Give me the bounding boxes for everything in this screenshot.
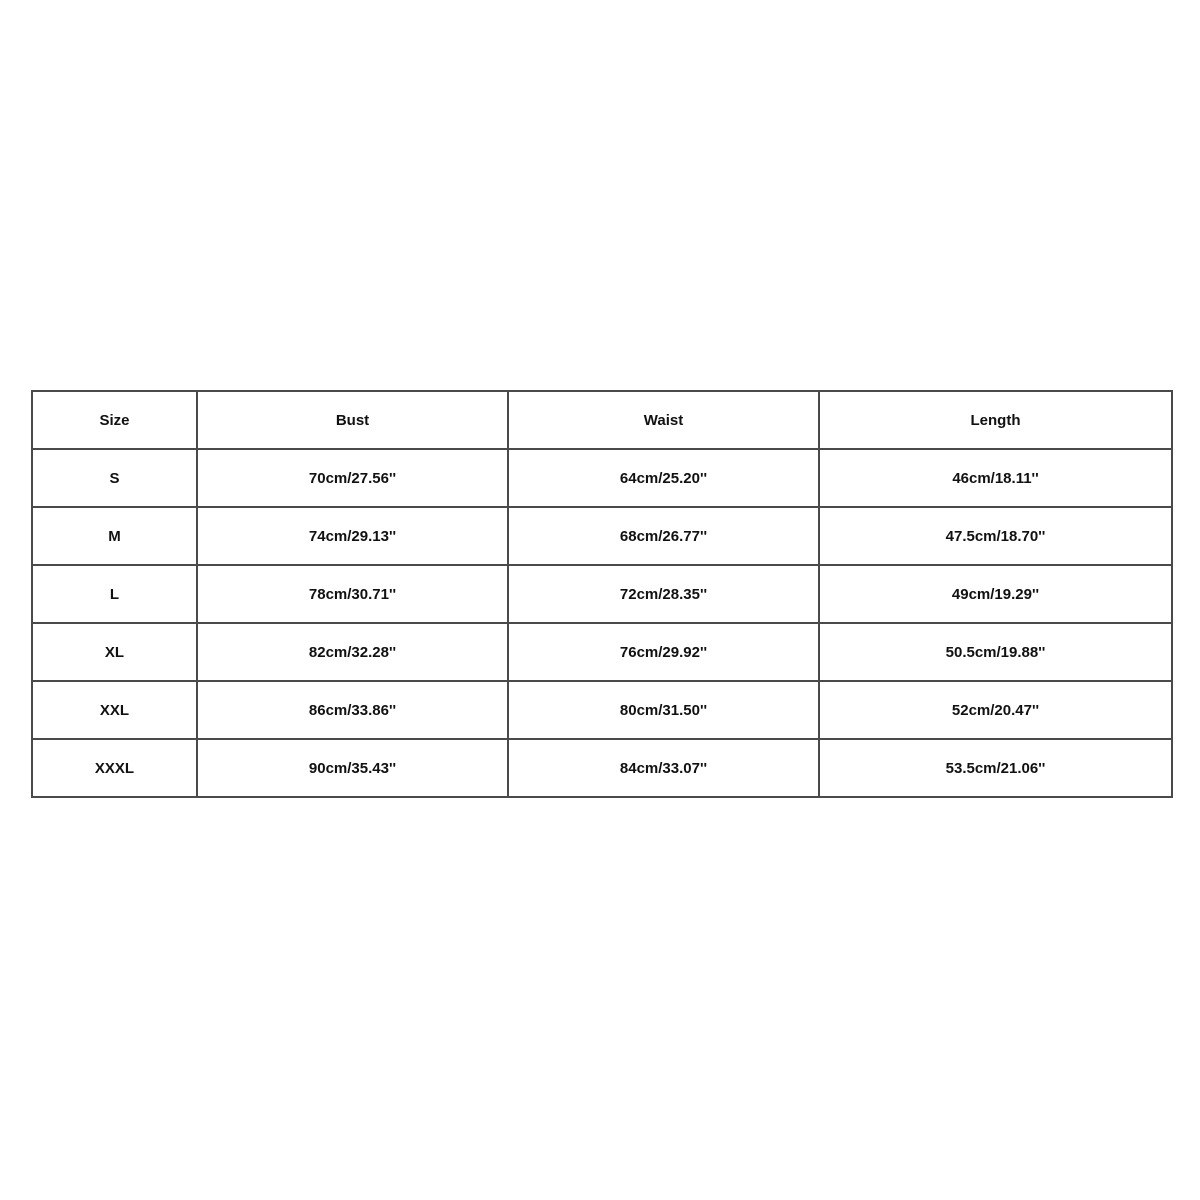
cell-bust: 70cm/27.56'' bbox=[197, 449, 508, 507]
cell-length: 46cm/18.11'' bbox=[819, 449, 1172, 507]
table-body bbox=[32, 449, 1172, 797]
cell-waist: 68cm/26.77'' bbox=[508, 507, 819, 565]
cell-size: L bbox=[32, 565, 197, 623]
header-size: Size bbox=[32, 391, 197, 449]
cell-bust: 90cm/35.43'' bbox=[197, 739, 508, 797]
cell-waist: 76cm/29.92'' bbox=[508, 623, 819, 681]
cell-length: 49cm/19.29'' bbox=[819, 565, 1172, 623]
table-row bbox=[32, 507, 1172, 565]
cell-waist: 64cm/25.20'' bbox=[508, 449, 819, 507]
cell-length: 50.5cm/19.88'' bbox=[819, 623, 1172, 681]
cell-length: 53.5cm/21.06'' bbox=[819, 739, 1172, 797]
cell-waist: 84cm/33.07'' bbox=[508, 739, 819, 797]
cell-waist: 80cm/31.50'' bbox=[508, 681, 819, 739]
cell-length: 47.5cm/18.70'' bbox=[819, 507, 1172, 565]
cell-bust: 82cm/32.28'' bbox=[197, 623, 508, 681]
cell-size: XXXL bbox=[32, 739, 197, 797]
header-bust: Bust bbox=[197, 391, 508, 449]
table-row bbox=[32, 739, 1172, 797]
cell-bust: 78cm/30.71'' bbox=[197, 565, 508, 623]
cell-bust: 74cm/29.13'' bbox=[197, 507, 508, 565]
table-row bbox=[32, 449, 1172, 507]
table-row bbox=[32, 623, 1172, 681]
table-header bbox=[32, 391, 1172, 449]
header-length: Length bbox=[819, 391, 1172, 449]
header-row bbox=[32, 391, 1172, 449]
header-waist: Waist bbox=[508, 391, 819, 449]
cell-size: XXL bbox=[32, 681, 197, 739]
cell-size: M bbox=[32, 507, 197, 565]
table-row bbox=[32, 681, 1172, 739]
cell-length: 52cm/20.47'' bbox=[819, 681, 1172, 739]
cell-bust: 86cm/33.86'' bbox=[197, 681, 508, 739]
table-row bbox=[32, 565, 1172, 623]
cell-size: XL bbox=[32, 623, 197, 681]
cell-waist: 72cm/28.35'' bbox=[508, 565, 819, 623]
cell-size: S bbox=[32, 449, 197, 507]
size-chart-table bbox=[31, 390, 1173, 798]
